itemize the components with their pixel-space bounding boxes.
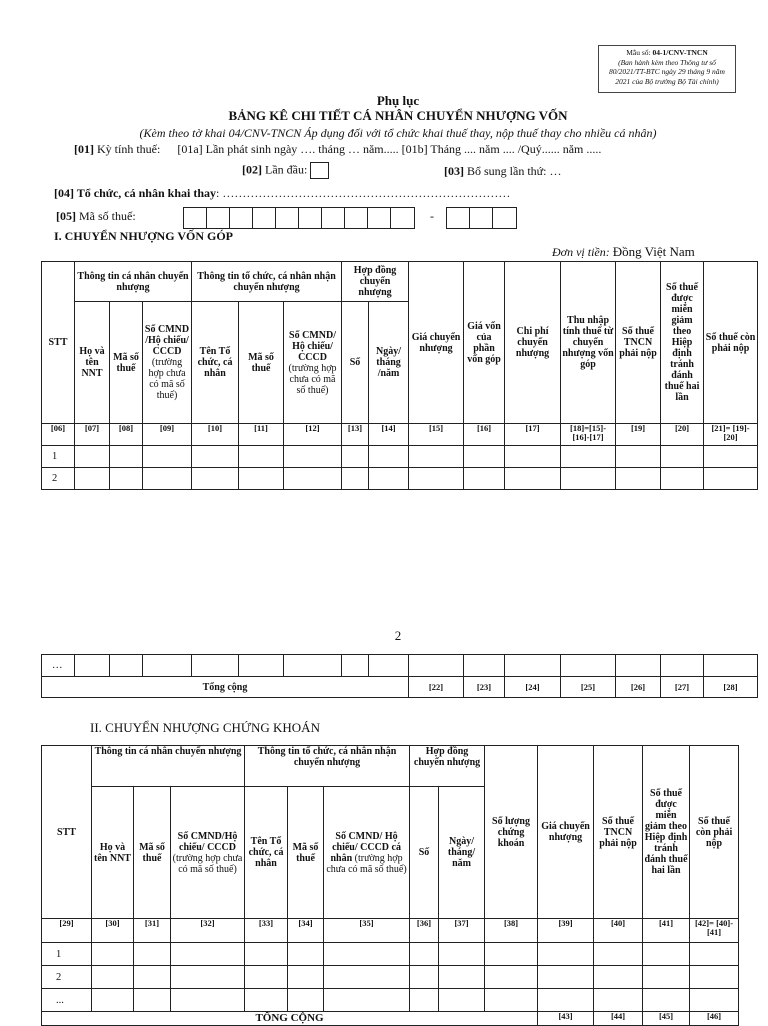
form-number-box: [598, 45, 736, 93]
document-title: BẢNG KÊ CHI TIẾT CÁ NHÂN CHUYỂN NHƯỢNG VỐN: [228, 108, 568, 123]
header-income: Thu nhập tính thuế từ chuyển nhượng vốn góp: [561, 262, 616, 424]
header-group-contract: Hợp đồng chuyển nhượng: [342, 262, 409, 302]
total-code: [24]: [505, 677, 561, 698]
field-04-label: [04] Tổ chức, cá nhân khai thay: [54, 186, 217, 200]
field-01-options: [01a] Lần phát sinh ngày …. tháng … năm..... [01b] Tháng .... năm .... /Quý...... năm .....: [177, 142, 602, 156]
field-05-code: [05]: [56, 209, 76, 223]
table-row: [42, 966, 739, 989]
total-code: [28]: [704, 677, 758, 698]
header-contract-date: Ngày/ tháng/ năm: [439, 787, 485, 919]
header-org-id-main: Số CMND/ Hộ chiếu/ CCCD: [289, 329, 336, 363]
table-row: [42, 446, 758, 468]
tax-code-dash: -: [430, 209, 434, 223]
header-name: Họ và tên NNT: [92, 787, 134, 919]
header-tax-payable: Số thuế TNCN phải nộp: [594, 746, 643, 919]
total-row: [42, 1012, 739, 1026]
header-id-main: Số CMND /Hộ chiếu/ CCCD: [144, 324, 190, 357]
column-code: [21]= [19]-[20]: [704, 424, 758, 446]
header-contract-date: Ngày/ tháng /năm: [369, 302, 409, 424]
total-code: [45]: [643, 1012, 690, 1026]
form-number-label: Mẫu số:: [626, 48, 651, 57]
column-code: [37]: [439, 919, 485, 943]
table-row: [42, 989, 739, 1012]
header-group-individual: Thông tin cá nhân chuyển nhượng: [92, 746, 245, 787]
column-code: [29]: [42, 919, 92, 943]
total-code: [23]: [464, 677, 505, 698]
table-row: [42, 943, 739, 966]
row-number: 2: [42, 966, 92, 989]
column-code: [09]: [143, 424, 192, 446]
column-code: [36]: [410, 919, 439, 943]
column-code: [11]: [239, 424, 284, 446]
header-cost: Chi phí chuyển nhượng: [505, 262, 561, 424]
total-label: Tổng cộng: [42, 677, 409, 698]
header-id-note: (trường hợp chưa có mã số thuế): [172, 852, 243, 875]
header-group-org: Thông tin tổ chức, cá nhân nhận chuyển nhượng: [192, 262, 342, 302]
header-id: [171, 787, 245, 919]
tax-code-line: [56, 209, 136, 224]
header-org-id-note: (trường hợp chưa có mã số thuế): [326, 852, 407, 875]
total-code: [25]: [561, 677, 616, 698]
header-contract-no: Số: [342, 302, 369, 424]
column-code: [10]: [192, 424, 239, 446]
currency-label: Đơn vị tiền:: [552, 245, 610, 259]
row-number: …: [42, 655, 75, 677]
total-code: [43]: [538, 1012, 594, 1026]
field-02-label: Lần đầu:: [265, 162, 308, 177]
header-contract-no: Số: [410, 787, 439, 919]
tax-code-boxes[interactable]: [183, 207, 415, 229]
header-tax-exempt: Số thuế được miễn giảm theo Hiệp định tránh đánh thuế hai lần: [643, 746, 690, 919]
header-tax-payable: Số thuế TNCN phải nộp: [616, 262, 661, 424]
section-2-title: II. CHUYỂN NHƯỢNG CHỨNG KHOÁN: [90, 720, 320, 735]
header-capital: Giá vốn của phần vốn góp: [464, 262, 505, 424]
total-code: [44]: [594, 1012, 643, 1026]
total-code: [22]: [409, 677, 464, 698]
header-group-contract: Hợp đồng chuyển nhượng: [410, 746, 485, 787]
column-code: [39]: [538, 919, 594, 943]
column-code: [07]: [75, 424, 110, 446]
column-code: [14]: [369, 424, 409, 446]
column-code: [16]: [464, 424, 505, 446]
header-org-name: Tên Tổ chức, cá nhân: [245, 787, 288, 919]
column-code: [34]: [288, 919, 324, 943]
column-code: [06]: [42, 424, 75, 446]
total-code: [26]: [616, 677, 661, 698]
header-group-individual: Thông tin cá nhân chuyển nhượng: [75, 262, 192, 302]
total-code: [46]: [690, 1012, 739, 1026]
section-1-title: I. CHUYỂN NHƯỢNG VỐN GÓP: [54, 229, 234, 243]
field-01-code: [01]: [74, 142, 94, 156]
table-row: [42, 468, 758, 490]
form-issuance-line-3: 2021 của Bộ trưởng Bộ Tài chính): [615, 76, 719, 86]
currency-unit: [552, 244, 695, 260]
column-code: [18]=[15]-[16]-[17]: [561, 424, 616, 446]
header-tax-remaining: Số thuế còn phải nộp: [690, 746, 739, 919]
form-issuance-line-2: 80/2021/TT-BTC ngày 29 tháng 9 năm: [609, 67, 725, 76]
column-code: [40]: [594, 919, 643, 943]
total-code: [27]: [661, 677, 704, 698]
header-name: Họ và tên NNT: [75, 302, 110, 424]
column-code: [15]: [409, 424, 464, 446]
header-quantity: Số lượng chứng khoán: [485, 746, 538, 919]
document-subtitle: (Kèm theo tờ khai 04/CNV-TNCN Áp dụng đối với tổ chức khai thuế thay, nộp thuế thay cho nhiều cá nhân): [139, 126, 657, 140]
header-price: Giá chuyển nhượng: [409, 262, 464, 424]
header-price: Giá chuyển nhượng: [538, 746, 594, 919]
column-code: [31]: [134, 919, 171, 943]
header-tax-code: Mã số thuế: [134, 787, 171, 919]
header-tax-exempt: Số thuế được miễn giảm theo Hiệp định tránh đánh thuế hai lần: [661, 262, 704, 424]
column-code: [12]: [284, 424, 342, 446]
field-05-label: Mã số thuế:: [79, 209, 136, 223]
row-number: ...: [42, 989, 92, 1012]
form-number-code: 04-1/CNV-TNCN: [652, 48, 708, 57]
column-code: [35]: [324, 919, 410, 943]
column-code: [38]: [485, 919, 538, 943]
total-row: [42, 677, 758, 698]
supplement-line: [444, 164, 562, 179]
column-code: [41]: [643, 919, 690, 943]
tax-period-line: [74, 142, 601, 157]
first-time-checkbox[interactable]: [310, 162, 329, 179]
header-group-org: Thông tin tổ chức, cá nhân nhận chuyển nhượng: [245, 746, 410, 787]
field-02-code: [02]: [242, 162, 262, 177]
header-tax-code: Mã số thuế: [110, 302, 143, 424]
header-org-id-note: (trường hợp chưa có mã số thuế): [288, 362, 337, 396]
row-number: 1: [42, 943, 92, 966]
column-code: [19]: [616, 424, 661, 446]
column-code: [08]: [110, 424, 143, 446]
row-number: 2: [42, 468, 75, 490]
tax-code-branch-boxes[interactable]: [446, 207, 517, 229]
field-03-label: Bổ sung lần thứ: …: [467, 164, 562, 178]
section-1-table-continued: [41, 654, 758, 698]
appendix-title: Phụ lục: [376, 93, 420, 108]
total-label: TỔNG CỘNG: [42, 1012, 538, 1026]
column-code: [20]: [661, 424, 704, 446]
header-id: [143, 302, 192, 424]
proxy-filer-line: [54, 186, 510, 201]
header-org-id: [284, 302, 342, 424]
header-stt: STT: [42, 262, 75, 424]
column-code: [42]= [40]-[41]: [690, 919, 739, 943]
column-code: [30]: [92, 919, 134, 943]
page-number: 2: [394, 628, 402, 643]
form-issuance-line-1: (Ban hành kèm theo Thông tư số: [618, 57, 716, 67]
header-org-id-main: Số CMND/ Hộ chiếu/ CCCD cá nhân: [330, 830, 401, 864]
header-org-id: [324, 787, 410, 919]
field-03-code: [03]: [444, 164, 464, 178]
field-04-dots: : ………………………………………………………………: [216, 186, 511, 200]
column-code: [32]: [171, 919, 245, 943]
header-org-name: Tên Tổ chức, cá nhân: [192, 302, 239, 424]
header-org-tax-code: Mã số thuế: [239, 302, 284, 424]
row-number: 1: [42, 446, 75, 468]
currency-value: Đồng Việt Nam: [612, 244, 695, 259]
header-stt: STT: [42, 746, 92, 919]
field-01-label: Kỳ tính thuế:: [97, 142, 161, 156]
section-1-table: [41, 261, 758, 490]
table-row: [42, 655, 758, 677]
column-code: [17]: [505, 424, 561, 446]
first-time-line: [242, 162, 329, 179]
column-code: [33]: [245, 919, 288, 943]
header-id-note: (trường hợp chưa có mã số thuế): [148, 357, 186, 401]
section-2-table: [41, 745, 739, 1026]
header-id-main: Số CMND/Hộ chiếu/ CCCD: [177, 830, 238, 853]
column-code: [13]: [342, 424, 369, 446]
header-org-tax-code: Mã số thuế: [288, 787, 324, 919]
header-tax-remaining: Số thuế còn phải nộp: [704, 262, 758, 424]
